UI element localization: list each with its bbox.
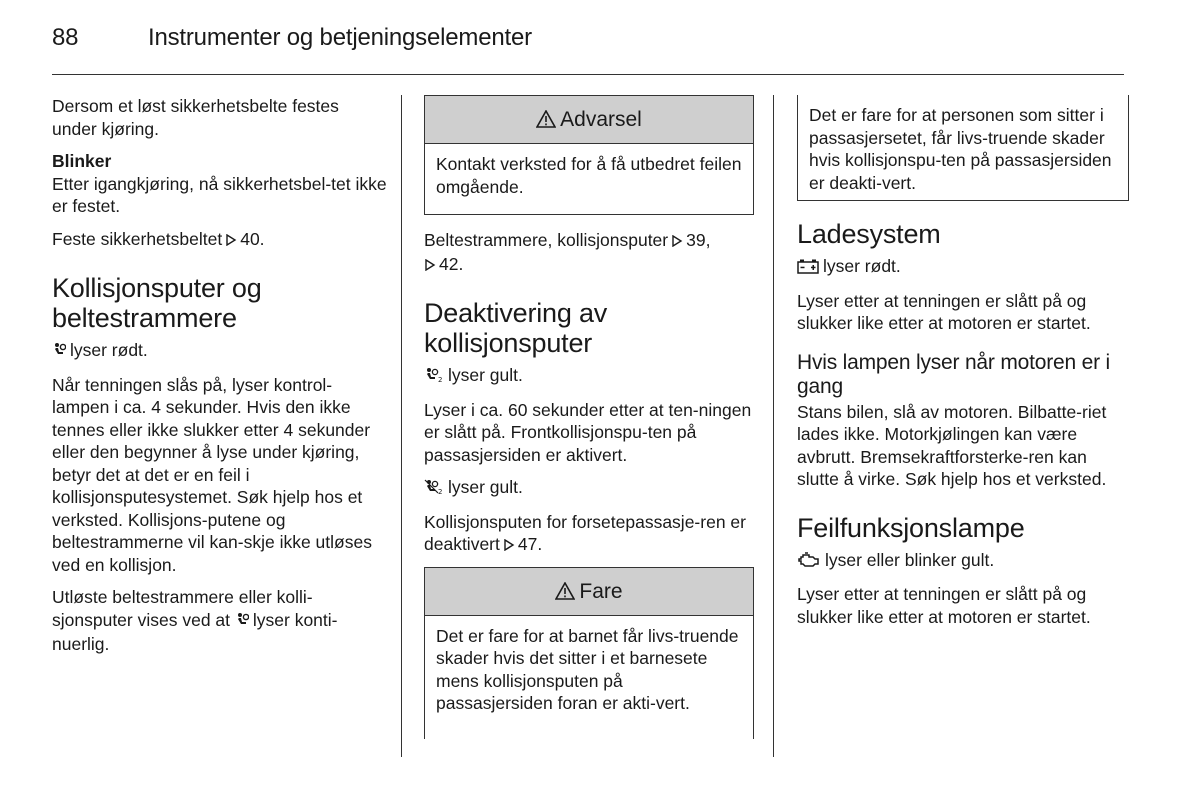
status-airbag-off <box>424 476 754 501</box>
paragraph-charging: Lyser etter at tenningen er slått på og slukker like etter at motoren er startet. <box>797 290 1091 333</box>
paragraph-airbag-on: Lyser i ca. 60 sekunder etter at ten-ningen er slått på. Frontkollisjonspu-ten på passasjersiden er aktivert. <box>424 399 752 465</box>
page-number: 88 <box>52 24 79 51</box>
column-1 <box>52 95 388 666</box>
page-ref-arrow-icon <box>424 254 436 277</box>
paragraph-deployed <box>52 586 388 656</box>
charging-status-text: lyser rødt. <box>823 256 901 276</box>
danger-box-header <box>425 568 753 616</box>
airbag-warning-icon <box>235 611 249 634</box>
subheading-blinker: Blinker <box>52 151 112 171</box>
svg-text:2: 2 <box>438 488 443 495</box>
airbag-status-line <box>52 339 388 364</box>
page-ref-arrow-icon <box>671 230 683 253</box>
airbag-off-text: Kollisjonsputen for forsetepassasje-ren er deaktivert <box>424 511 746 554</box>
danger-box-continued <box>797 95 1129 201</box>
danger-text: Det er fare for at barnet får livs-truende skader hvis det sitter i et barnesete mens kollisjonsputen på passasjersiden foran er akti-vert. <box>436 625 739 713</box>
deployed-text-a: Utløste beltestrammere eller kolli-sjonsputer vises ved at <box>52 587 313 630</box>
warning-triangle-icon <box>536 98 556 145</box>
heading-charging-system: Ladesystem <box>797 219 941 249</box>
passenger-airbag-off-icon <box>424 478 444 501</box>
page-ref-arrow-icon <box>225 229 237 252</box>
refs-page-1: 39, <box>686 230 711 250</box>
column-3 <box>797 95 1129 638</box>
ref-text: Feste sikkerhetsbeltet <box>52 228 223 249</box>
column-divider-2 <box>773 95 774 757</box>
column-2 <box>424 95 754 739</box>
paragraph-loose-belt: Dersom et løst sikkerhetsbelte festes under kjøring. <box>52 96 339 139</box>
passenger-airbag-on-icon <box>424 366 444 389</box>
paragraph-airbag-fault: Når tenningen slås på, lyser kontrol-lampen i ca. 4 sekunder. Hvis den ikke tennes eller ikke slukker etter 4 sekunder eller den begynner å lyse under kjøring, betyr det at det er en feil i kollisjonsputesystemet. Søk hjelp hos et verksted. Kollisjons-putene og beltestrammerne vil kan-skje ikke utløses ved en kollisjon. <box>52 374 372 575</box>
column-divider-1 <box>401 95 402 757</box>
warning-text: Kontakt verksted for å få utbedret feilen omgående. <box>436 154 742 197</box>
danger-continued-text: Det er fare for at personen som sitter i passasjersetet, får livs-truende skader hvis kollisjonspu-ten på passasjersiden er deakti-vert. <box>809 105 1112 193</box>
heading-airbag-deactivation: Deaktivering av kollisjonsputer <box>424 298 608 358</box>
deployed-text-b: lyser konti-nuerlig. <box>52 609 338 654</box>
warning-box <box>424 95 754 215</box>
airbag-off-ref: 47. <box>517 534 543 554</box>
malfunction-status-text: lyser eller blinker gult. <box>825 549 995 570</box>
warning-box-header <box>425 96 753 144</box>
battery-icon <box>797 257 819 280</box>
page-title: Instrumenter og betjeningselementer <box>148 24 532 51</box>
warning-triangle-icon <box>555 570 575 617</box>
airbag-status-text: lyser rødt. <box>70 340 148 360</box>
charging-status-line <box>797 255 1129 280</box>
paragraph-airbag-off <box>424 511 754 557</box>
malfunction-status-line <box>797 549 1129 574</box>
refs-page-2: 42. <box>439 253 464 274</box>
page-ref-arrow-icon <box>503 534 515 557</box>
page-header <box>52 24 532 52</box>
ref-page: 40. <box>240 228 265 249</box>
refs-text: Beltestrammere, kollisjonsputer <box>424 230 669 250</box>
airbag-warning-icon <box>52 341 66 364</box>
warning-title: Advarsel <box>560 108 642 131</box>
danger-title: Fare <box>579 579 623 603</box>
paragraph-blinker: Etter igangkjøring, nå sikkerhetsbel-tet ikke er festet. <box>52 173 387 216</box>
status-airbag-off-text: lyser gult. <box>448 477 523 497</box>
paragraph-refs <box>424 229 754 276</box>
danger-box-body <box>425 616 753 739</box>
paragraph-fasten-ref <box>52 228 388 252</box>
heading-malfunction-lamp: Feilfunksjonslampe <box>797 512 1025 543</box>
paragraph-engine-running: Stans bilen, slå av motoren. Bilbatte-riet lades ikke. Motorkjølingen kan være avbrutt. Bremsekraftforsterke-ren kan slutte å virke. Søk hjelp hos et verksted. <box>797 401 1107 489</box>
header-rule <box>52 74 1124 75</box>
engine-icon <box>797 551 821 574</box>
status-airbag-on <box>424 364 754 389</box>
heading-airbags-pretensioners: Kollisjonsputer og beltestrammere <box>52 273 262 333</box>
warning-box-body <box>425 144 753 214</box>
danger-box <box>424 567 754 739</box>
heading-engine-running: Hvis lampen lyser når motoren er i gang <box>797 350 1110 398</box>
status-airbag-on-text: lyser gult. <box>448 365 523 385</box>
svg-text:2: 2 <box>438 376 443 383</box>
paragraph-malfunction: Lyser etter at tenningen er slått på og slukker like etter at motoren er startet. <box>797 584 1091 627</box>
